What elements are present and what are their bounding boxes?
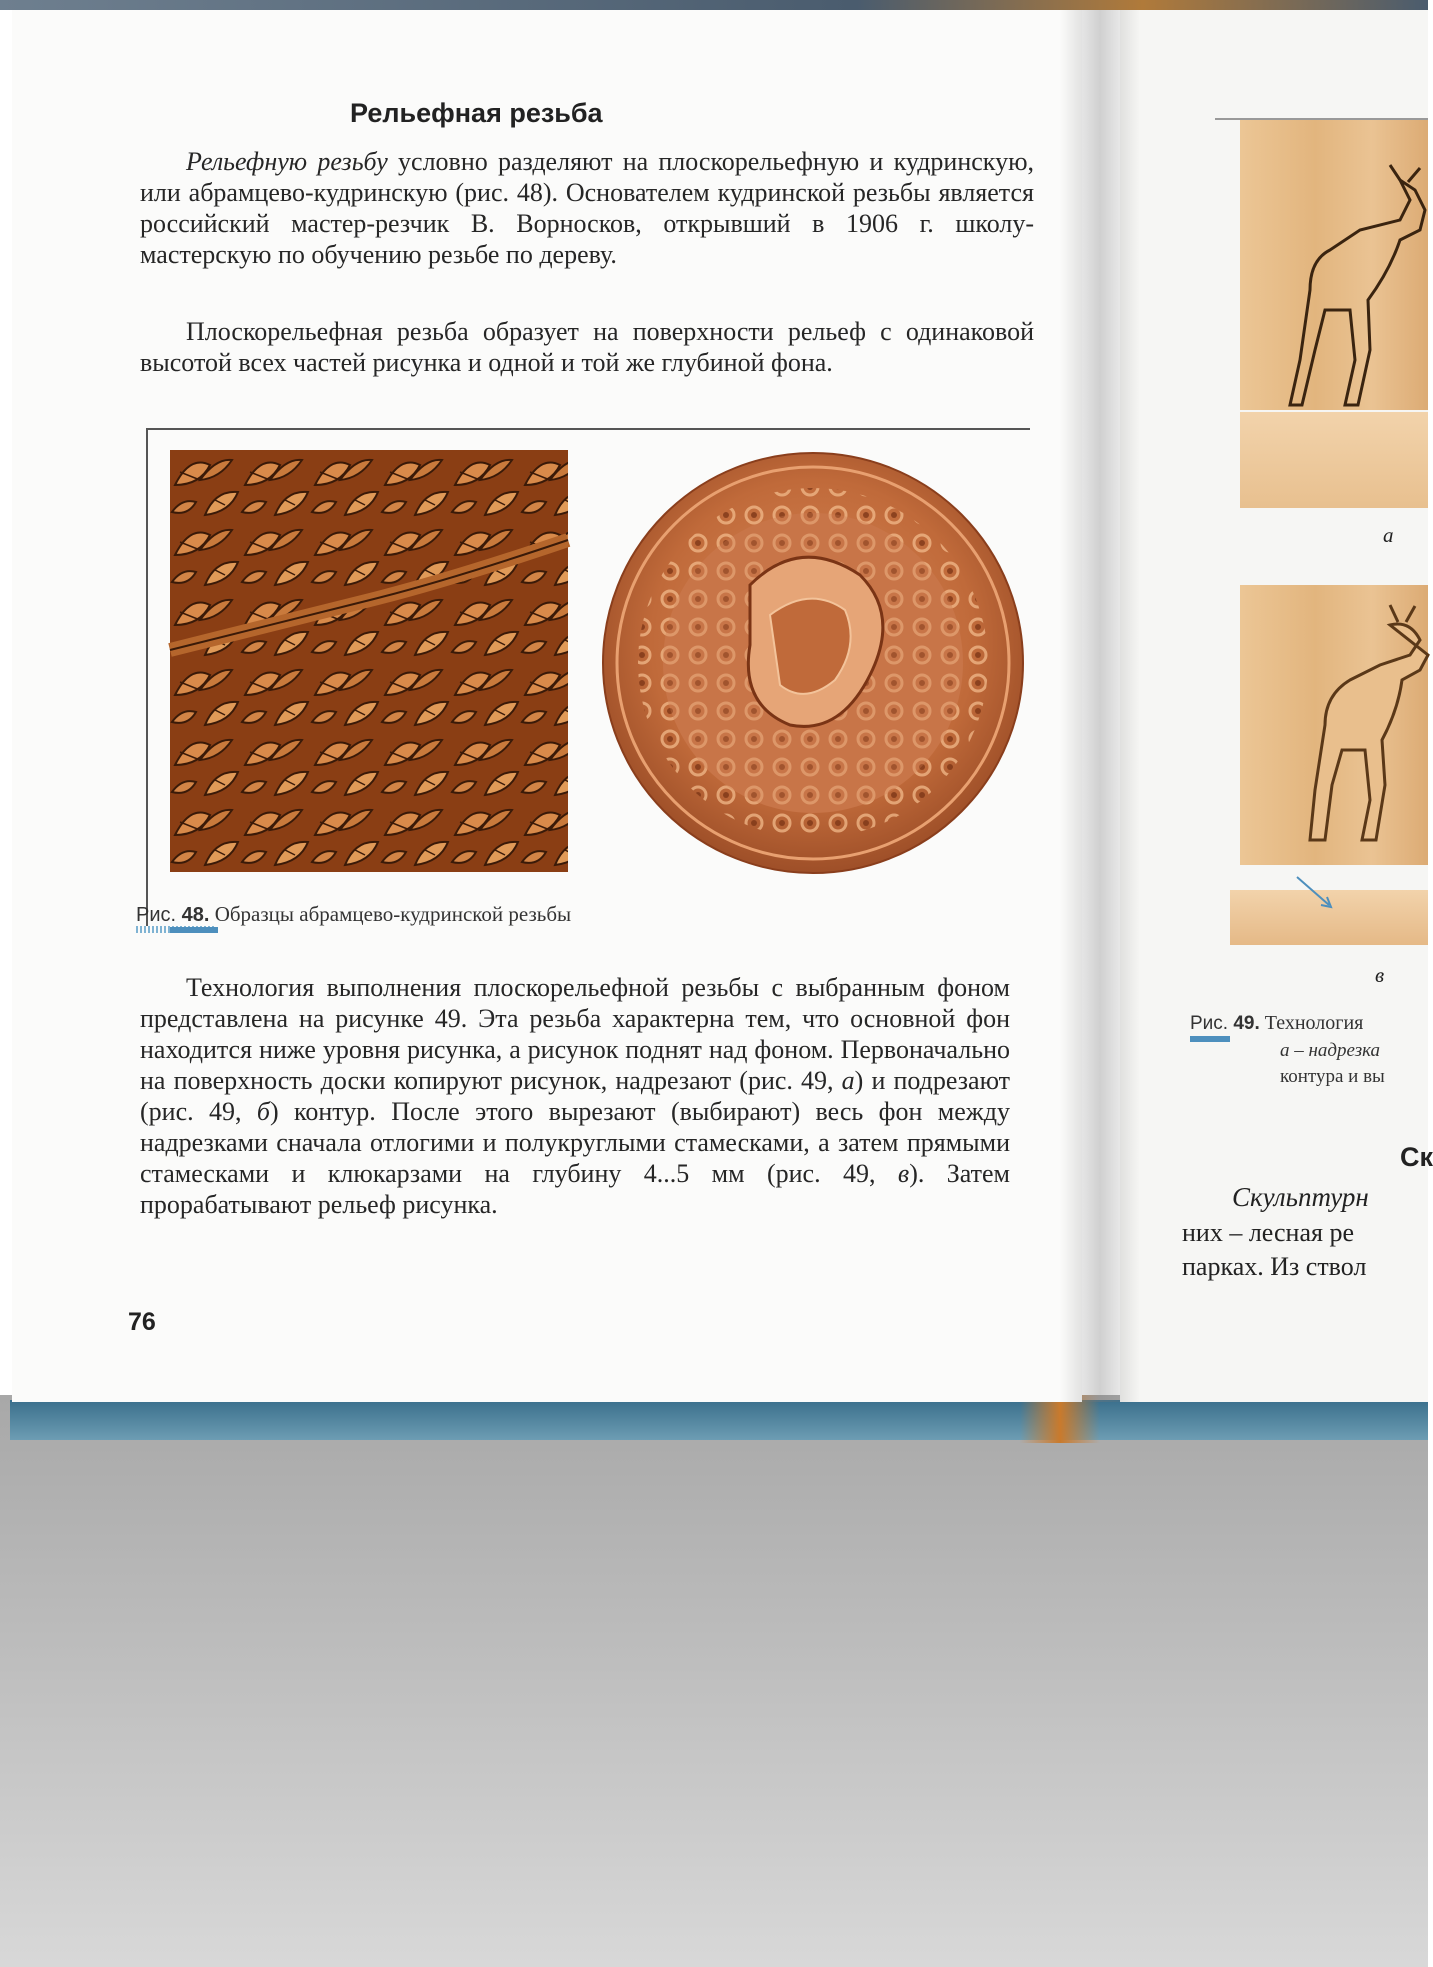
right-page-text-line-3: парках. Из ствол — [1182, 1252, 1367, 1281]
scanner-background — [0, 1395, 1428, 1967]
figure-48-top-rule — [146, 428, 1030, 430]
figure-48-side-rule — [146, 428, 148, 926]
figure-49-caption: Рис. 49. Технология — [1190, 1012, 1364, 1034]
figure-49-label-v: в — [1375, 963, 1385, 987]
caption-accent-bar-49 — [1190, 1036, 1230, 1042]
section-title: Рельефная резьба — [350, 98, 603, 128]
figure-49-label-a: а — [1383, 523, 1394, 547]
figure-48-caption-text: Образцы абрамцево-кудринской резьбы — [209, 902, 572, 926]
caption-accent-bar — [170, 927, 218, 933]
paragraph-3: Технология выполнения плоскорельефной резьбы с выбранным фоном представлена на рисунке 49. Эта резьба характерна тем, что основной фон находится ниже уровня рисунка, а рисунок поднят над фоном. Первоначально на поверхность доски копируют рисунок, надрезают (рис. 49, а) и подрезают (рис. 49, б) контур. После этого вырезают (выбирают) весь фон между надрезками сначала отлогими и полукруглыми стамесками, а затем прямыми стамесками и клюкарзами на глубину 4...5 мм (рис. 49, в). Затем прорабатывают рельеф рисунка. — [140, 973, 1011, 1219]
figure-48-label: Рис. 48. — [136, 904, 210, 926]
cover-edge-highlight — [1020, 1395, 1100, 1443]
deer-outline-a — [1250, 160, 1428, 410]
carved-plate-image — [600, 445, 1026, 881]
book-spine-shadow — [1060, 10, 1140, 1402]
right-page-heading: Ск — [1400, 1142, 1433, 1172]
figure-48-caption — [136, 902, 571, 927]
figure-49-caption-line-3: контура и вы — [1280, 1066, 1385, 1087]
pointer-arrow-icon — [1295, 875, 1335, 915]
page-number: 76 — [128, 1308, 156, 1336]
book-cover-edge — [10, 1400, 1428, 1440]
italic-term: Рельефную резьбу — [186, 147, 388, 176]
paragraph-1 — [140, 146, 1034, 270]
figure-49-caption-line-2: а – надрезка — [1280, 1040, 1381, 1061]
right-page-text-line-1: Скульптурн — [1232, 1182, 1369, 1212]
carved-panel-image — [170, 450, 568, 872]
board-a-cross-section — [1240, 412, 1428, 508]
book-top-edge — [0, 0, 1428, 10]
paragraph-1-text: условно разделяют на плоскорельефную и кудринскую, или абрамцево-кудринскую (рис. 48). Основателем кудринской резьбы является российский мастер-резчик В. Ворносков, открывший в 1906 г. школу-мастерскую по обучению резьбе по дереву. — [140, 147, 1034, 269]
paragraph-2: Плоскорельефная резьба образует на поверхности рельеф с одинаковой высотой всех частей рисунка и одной и той же глубиной фона. — [140, 317, 1034, 377]
deer-relief-b — [1270, 600, 1428, 845]
right-page-text-line-2: них – лесная ре — [1182, 1218, 1354, 1247]
